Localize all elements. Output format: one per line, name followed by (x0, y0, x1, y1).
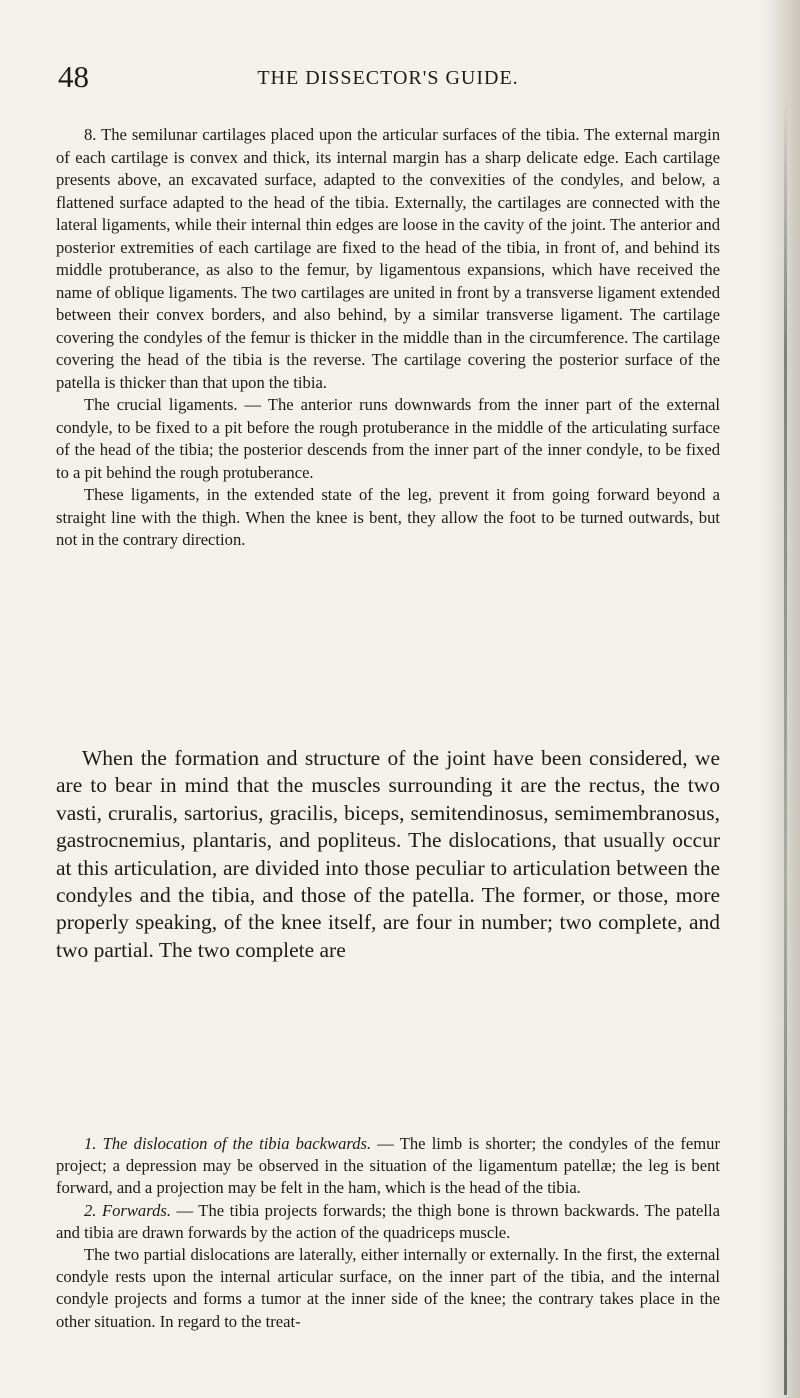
item-text-forwards: — The tibia projects forwards; the thigh bone is thrown backwards. The patella and tibia are drawn forwards by the action of the quadriceps muscle. (56, 1200, 720, 1242)
binding-edge-line (784, 95, 787, 1395)
list-item-forwards (56, 1200, 720, 1244)
paragraph-muscles-and-dislocations: When the formation and structure of the joint have been considered, we are to bear in mind that the muscles surrounding it are the rectus, the two vasti, cruralis, sartorius, gracilis, biceps, semitendinosus, semimembranosus, gastrocnemius, plantaris, and popliteus. The dislocations, that usually occur at this articulation, are divided into those peculiar to articulation between the condyles and the tibia, and those of the patella. The former, or those, more properly speaking, of the knee itself, are four in number; two complete, and two partial. The two complete are (56, 746, 720, 962)
large-print-section (56, 745, 720, 964)
item-label-backwards: 1. The dislocation of the tibia backwards. (84, 1134, 372, 1153)
dislocation-list-section (56, 1133, 720, 1333)
page-number: 48 (58, 59, 89, 94)
page-edge-shadow (762, 0, 800, 1398)
paragraph-semilunar-cartilages: 8. The semilunar cartilages placed upon the articular surfaces of the tibia. The external margin of each cartilage is convex and thick, its internal margin has a sharp delicate edge. Each cartilage presents above, an excavated surface, adapted to the convexities of the condyles, and below, a flattened surface adapted to the head of the tibia. Externally, the cartilages are connected with the lateral ligaments, while their internal thin edges are loose in the cavity of the joint. The anterior and posterior extremities of each cartilage are fixed to the head of the tibia, in front of, and behind its middle protuberance, as also to the femur, by ligamentous expansions, which have received the name of oblique ligaments. The two cartilages are united in front by a transverse ligament extended between their convex borders, and also behind, by a similar transverse ligament. The cartilage covering the condyles of the femur is thicker in the middle than in the circumference. The cartilage covering the head of the tibia is the reverse. The cartilage covering the posterior surface of the patella is thicker than that upon the tibia. (56, 125, 720, 392)
item-label-forwards: 2. Forwards. (84, 1200, 171, 1220)
small-print-section (56, 124, 720, 552)
paragraph-ligament-function: These ligaments, in the extended state of the leg, prevent it from going forward beyond a straight line with the thigh. When the knee is bent, they allow the foot to be turned outwards, but not in the contrary direction. (56, 485, 720, 549)
page-header (58, 60, 718, 100)
running-title: THE DISSECTOR'S GUIDE. (257, 67, 519, 89)
paragraph-partial-dislocations: The two partial dislocations are laterally, either internally or externally. In the first, the external condyle rests upon the internal articular surface, on the inner part of the tibia, and the internal condyle projects and forms a tumor at the inner side of the knee; the contrary takes place in the other situation. In regard to the treat- (56, 1245, 720, 1331)
item-text-backwards: — The limb is shorter; the condyles of the femur project; a depression may be observed in the situation of the ligamentum patellæ; the leg is bent forward, and a projection may be felt in the ham, which is the head of the tibia. (56, 1134, 720, 1198)
list-item-backwards (56, 1133, 720, 1200)
paragraph-crucial-ligaments: The crucial ligaments. — The anterior runs downwards from the inner part of the external condyle, to be fixed to a pit before the rough protuberance in the middle of the articulating surface of the head of the tibia; the posterior descends from the inner part of the inner condyle, to be fixed to a pit behind the rough protuberance. (56, 395, 720, 482)
